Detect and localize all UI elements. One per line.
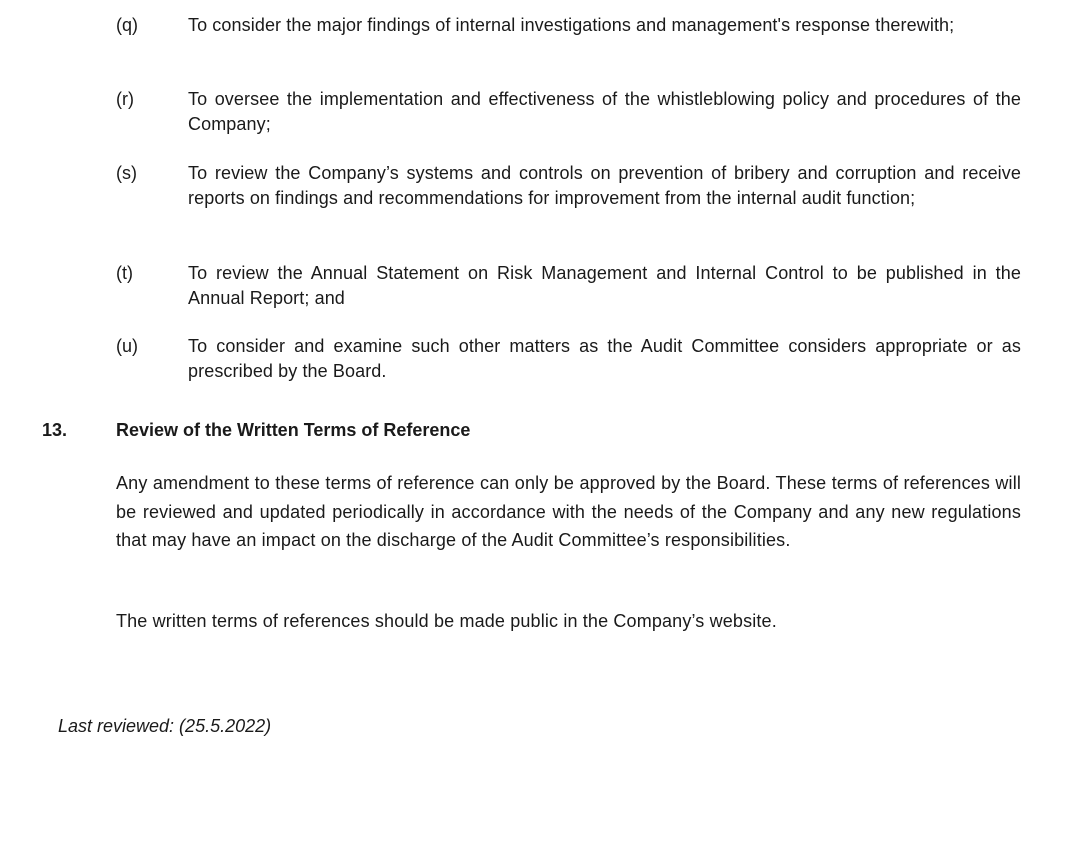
list-item-label: (q)	[116, 15, 138, 35]
section-title: Review of the Written Terms of Reference	[116, 420, 471, 440]
list-item-label: (t)	[116, 263, 133, 283]
list-item-text: To consider the major findings of internal investigations and management's response therewith;	[188, 15, 955, 35]
list-item-label: (r)	[116, 89, 134, 109]
section-number: 13.	[42, 420, 68, 440]
section-paragraph: The written terms of references should be made public in the Company’s website.	[116, 611, 777, 631]
section-paragraph: Any amendment to these terms of reference can only be approved by the Board. These terms of references will be reviewed and updated periodically in accordance with the needs of the Company and any new regulations that may have an impact on the discharge of the Audit Committee’s responsibilities.	[116, 473, 1021, 550]
list-item-text: To review the Company’s systems and controls on prevention of bribery and corruption and receive reports on findings and recommendations for improvement from the internal audit function;	[188, 163, 1021, 208]
last-reviewed-note: Last reviewed: (25.5.2022)	[58, 716, 272, 736]
list-item-text: To consider and examine such other matters as the Audit Committee considers appropriate or as prescribed by the Board.	[188, 336, 1021, 381]
list-item-label: (s)	[116, 163, 137, 183]
list-item-label: (u)	[116, 336, 138, 356]
list-item-text: To oversee the implementation and effectiveness of the whistleblowing policy and procedures of the Company;	[188, 89, 1021, 134]
list-item-text: To review the Annual Statement on Risk Management and Internal Control to be published in the Annual Report; and	[188, 263, 1021, 308]
